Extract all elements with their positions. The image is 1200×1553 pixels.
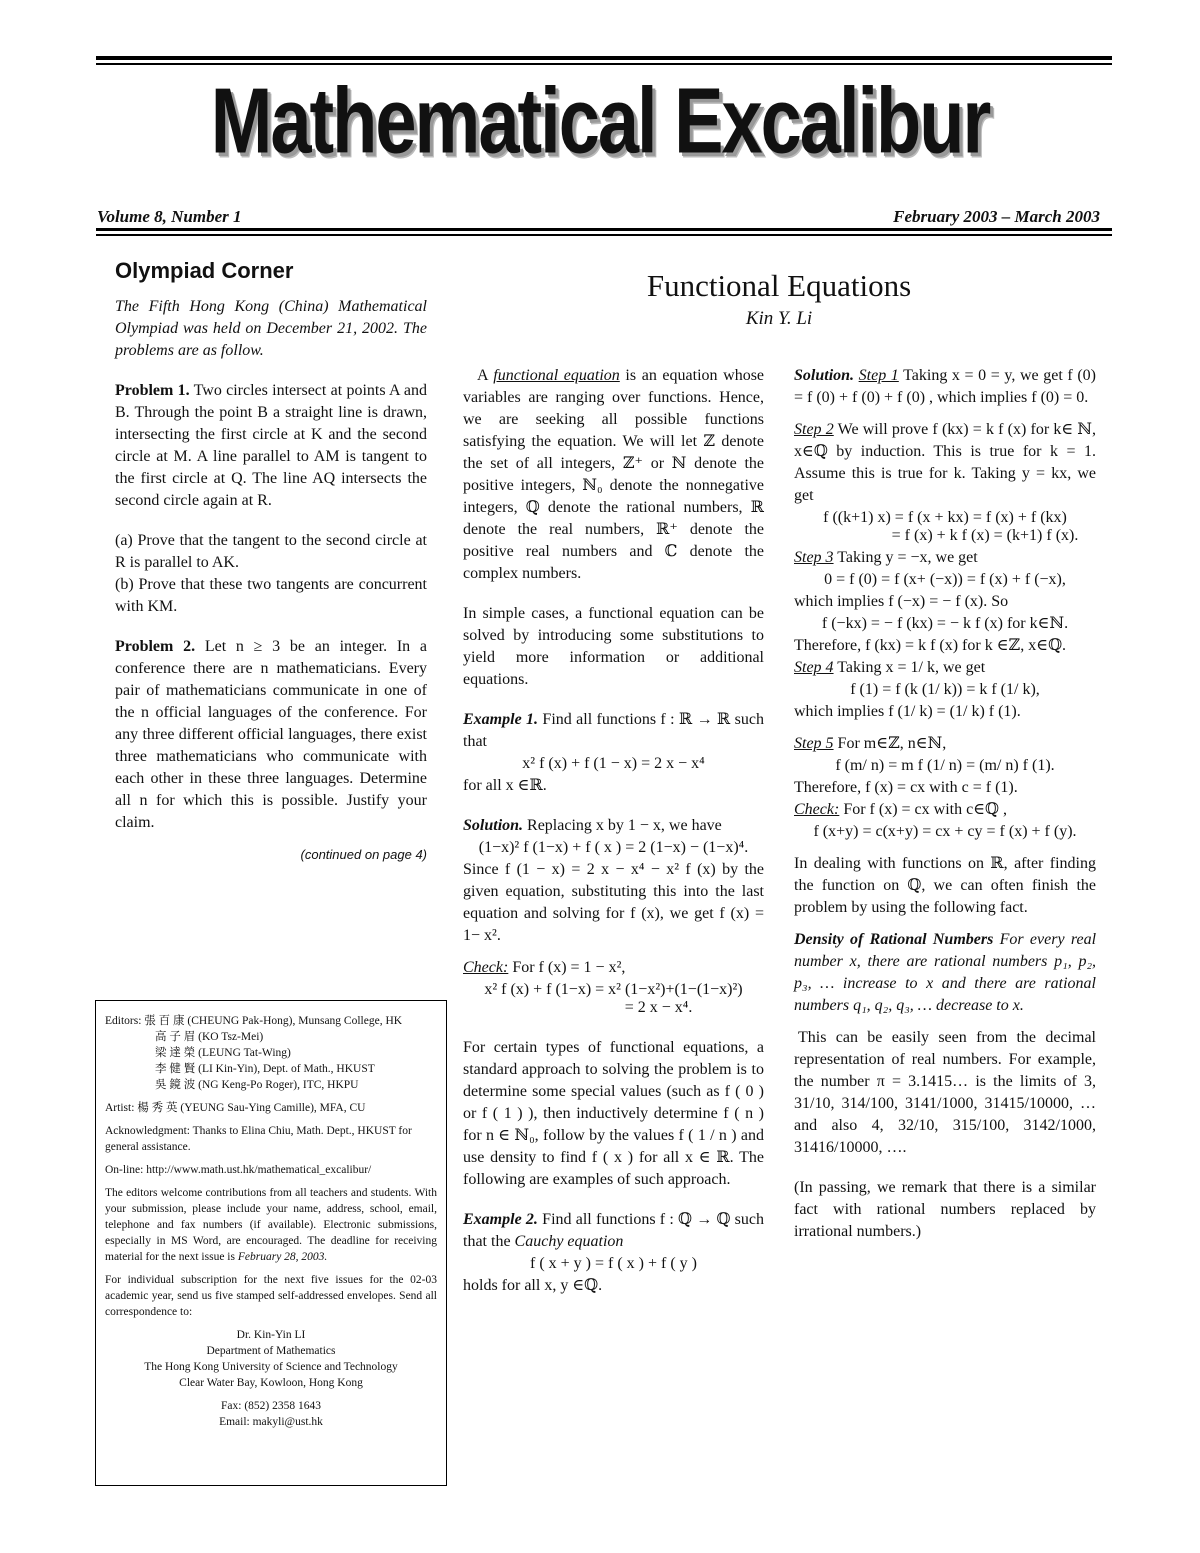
problem-1a: (a) Prove that the tangent to the second circle at R is parallel to AK. <box>115 532 427 571</box>
editor-3: 梁 達 榮 (LEUNG Tat-Wing) <box>155 1047 291 1059</box>
email-address[interactable]: Email: makyli@ust.hk <box>219 1416 323 1428</box>
solution-2-label: Solution. <box>794 367 855 384</box>
dealing-reals: In dealing with functions on ℝ, after finding the function on ℚ, we can often finish the problem by using the following fact. <box>794 855 1096 916</box>
step-3-text: Taking y = −x, we get <box>837 549 978 566</box>
step-5-text: For m∈ℤ, n∈ℕ, <box>837 735 947 752</box>
solution-1-text: Replacing x by 1 − x, we have <box>527 817 722 834</box>
step-4-implies: which implies f (1/ k) = (1/ k) f (1). <box>794 703 1021 720</box>
subscription-note: For individual subscription for the next five issues for the 02-03 academic year, send us five stamped self-addressed envelopes. Send all correspondence to: <box>105 1274 437 1318</box>
check-1-equation-1: x² f (x) + f (1−x) = x² (1−x²)+(1−(1−x)²) <box>484 981 743 998</box>
intro-body: is an equation whose variables are ranging over functions. Hence, we are seeking all possible functions satisfying the equation. We will let ℤ denote the set of all integers, ℤ⁺ or ℕ denote the positive integers, ℕ₀ denote the nonnegative integers, ℚ denote the rational numbers, ℝ denote the real numbers, ℝ⁺ denote the positive real numbers and ℂ denote the complex numbers. <box>463 367 765 582</box>
cauchy-term: Cauchy equation <box>514 1233 624 1250</box>
standard-approach: For certain types of functional equations, a standard approach to solving the problem is to determine some special values (such as f ( 0 ) or f ( 1 ) ), then inductively determine f ( n ) for n ∈ ℕ₀, follow by the values f ( 1 / n ) and use density to find f ( x ) for all x ∈ ℝ. The following are examples of such approach. <box>463 1039 764 1188</box>
step-4-label: Step 4 <box>794 659 834 676</box>
step-3-equation: 0 = f (0) = f (x+ (−x)) = f (x) + f (−x), <box>824 571 1066 588</box>
article-column-left <box>463 365 764 1297</box>
volume-number: Volume 8, Number 1 <box>97 207 242 226</box>
top-rule-thick <box>96 56 1112 60</box>
check-1 <box>463 957 764 979</box>
step-3-implies: which implies f (−x) = − f (x). So <box>794 593 1009 610</box>
artist-credit: Artist: 楊 秀 英 (YEUNG Sau-Ying Camille), MFA, CU <box>105 1102 366 1114</box>
acknowledgment: Acknowledgment: Thanks to Elina Chiu, Math. Dept., HKUST for general assistance. <box>105 1125 412 1153</box>
intro-a: A <box>477 367 488 384</box>
step-4-equation: f (1) = f (k (1/ k)) = k f (1/ k), <box>850 681 1040 698</box>
step-1-text: Taking x = 0 = y, we get f (0) = f (0) + f (0) + f (0) , which implies f (0) = 0. <box>794 367 1096 406</box>
olympiad-corner-column <box>115 260 427 866</box>
problem-1b: (b) Prove that these two tangents are concurrent with KM. <box>115 576 427 615</box>
issue-date: February 2003 – March 2003 <box>893 207 1100 226</box>
problem-2-label: Problem 2. <box>115 638 196 655</box>
header-rule-thick <box>96 228 1112 231</box>
step-3 <box>794 547 1096 569</box>
editor-5: 吳 鏡 波 (NG Keng-Po Roger), ITC, HKPU <box>155 1079 359 1091</box>
step-4-text: Taking x = 1/ k, we get <box>837 659 986 676</box>
editors-box <box>95 1000 447 1486</box>
problem-1-text: Two circles intersect at points A and B. Through the point B a straight line is drawn, intersecting the first circle at K and the second circle at M. A line parallel to AM is tangent to the first circle at Q. The line AQ intersects the second circle again at R. <box>115 382 428 509</box>
check-1-label: Check: <box>463 959 509 976</box>
solution-1-label: Solution. <box>463 817 524 834</box>
editor-1: Editors: 張 百 康 (CHEUNG Pak-Hong), Munsang College, HK <box>105 1015 403 1027</box>
example-1-equation: x² f (x) + f (1 − x) = 2 x − x⁴ <box>522 755 705 772</box>
contribution-note <box>105 1185 437 1265</box>
problem-2 <box>115 636 427 834</box>
fax-number: Fax: (852) 2358 1643 <box>221 1400 321 1412</box>
step-2-equation-1: f ((k+1) x) = f (x + kx) = f (x) + f (kx) <box>823 509 1067 526</box>
online-link[interactable]: On-line: http://www.math.ust.hk/mathematical_excalibur/ <box>105 1164 372 1176</box>
step-2-text: We will prove f (kx) = k f (x) for k∈ ℕ, x∈ℚ by induction. This is true for k = 1. Assume this is true for k. Taking y = kx, we get <box>794 421 1097 504</box>
example-2-equation: f ( x + y ) = f ( x ) + f ( y ) <box>529 1255 698 1272</box>
density-label: Density of Rational Numbers <box>794 931 994 948</box>
check-2 <box>794 799 1096 821</box>
step-3-label: Step 3 <box>794 549 834 566</box>
solution-1 <box>463 815 764 837</box>
step-1 <box>794 365 1096 409</box>
deadline: February 28, 2003. <box>237 1251 328 1263</box>
masthead-title: Mathematical Excalibur <box>210 68 990 173</box>
decimal-representation: This can be easily seen from the decimal representation of real numbers. For example, the number π = 3.1415… is the limits of 3, 31/10, 314/100, 3141/1000, 31415/10000, … and also 4, 32/10, 315/100, 3142/1000, 31416/10000, …. <box>794 1029 1096 1156</box>
check-2-label: Check: <box>794 801 840 818</box>
problem-1-label: Problem 1. <box>115 382 190 399</box>
step-2-equation-2: = f (x) + k f (x) = (k+1) f (x). <box>891 527 1079 544</box>
solution-1-equation: (1−x)² f (1−x) + f ( x ) = 2 (1−x) − (1−x)⁴. <box>478 839 749 856</box>
olympiad-corner-title: Olympiad Corner <box>115 258 294 283</box>
step-5-equation: f (m/ n) = m f (1/ n) = (m/ n) f (1). <box>835 757 1055 774</box>
address-line-1: Dr. Kin-Yin LI <box>236 1329 306 1341</box>
simple-cases: In simple cases, a functional equation can be solved by introducing some substitutions to yield more information or additional equations. <box>463 605 764 688</box>
address-line-4: Clear Water Bay, Kowloon, Hong Kong <box>179 1377 363 1389</box>
top-rule-thin <box>96 63 1112 65</box>
continued-note: (continued on page 4) <box>300 847 427 862</box>
example-1 <box>463 709 764 753</box>
editor-4: 李 健 賢 (LI Kin-Yin), Dept. of Math., HKUST <box>155 1063 375 1075</box>
check-1-text: For f (x) = 1 − x², <box>512 959 626 976</box>
article-column-right <box>794 365 1096 1243</box>
passing-remark: (In passing, we remark that there is a similar fact with rational numbers replaced by irrational numbers.) <box>794 1179 1096 1240</box>
step-5-label: Step 5 <box>794 735 834 752</box>
step-3-therefore: Therefore, f (kx) = k f (x) for k ∈ℤ, x∈ℚ. <box>794 637 1067 654</box>
check-2-equation: f (x+y) = c(x+y) = cx + cy = f (x) + f (y). <box>813 823 1077 840</box>
olympiad-intro: The Fifth Hong Kong (China) Mathematical Olympiad was held on December 21, 2002. The problems are as follow. <box>115 298 427 359</box>
density-text: For every real number x, there are rational numbers p₁, p₂, p₃, … increase to x and there are rational numbers q₁, q₂, q₃, … decrease to x. <box>794 931 1097 1014</box>
example-1-domain: for all x ∈ℝ. <box>463 777 547 794</box>
step-4 <box>794 657 1096 679</box>
problem-2-text: Let n ≥ 3 be an integer. In a conference there are n mathematicians. Every pair of mathematicians communicate in one of the n official languages of the conference. For any three different official languages, there exist three mathematicians who communicate with each other in these three languages. Determine all n for which this is possible. Justify your claim. <box>115 638 428 831</box>
intro-term: functional equation <box>493 367 620 384</box>
article-intro <box>463 365 764 585</box>
density-fact <box>794 929 1096 1017</box>
check-1-equation-2: = 2 x − x⁴. <box>624 999 693 1016</box>
check-2-text: For f (x) = cx with c∈ℚ , <box>843 801 1007 818</box>
step-1-label: Step 1 <box>858 367 899 384</box>
example-2-domain: holds for all x, y ∈ℚ. <box>463 1277 603 1294</box>
header-rule-thin <box>96 234 1112 236</box>
step-2 <box>794 419 1096 507</box>
editor-2: 高 子 眉 (KO Tsz-Mei) <box>155 1031 264 1043</box>
example-2-text: Find all functions f : ℚ → ℚ such that the <box>463 1211 765 1250</box>
contribution-text: The editors welcome contributions from all teachers and students. With your submission, please include your name, address, school, email, telephone and fax numbers (if available). Electronic submissions, especially in MS Word, are encouraged. The deadline for receiving material for the next issue is <box>105 1187 437 1263</box>
article-title: Functional Equations <box>646 268 912 303</box>
step-2-label: Step 2 <box>794 421 834 438</box>
article-author: Kin Y. Li <box>745 308 813 329</box>
problem-1 <box>115 380 427 512</box>
address-line-3: The Hong Kong University of Science and Technology <box>144 1361 398 1373</box>
example-1-text: Find all functions f : ℝ → ℝ such that <box>463 711 764 750</box>
example-2-label: Example 2. <box>463 1211 538 1228</box>
step-3-equation-2: f (−kx) = − f (kx) = − k f (x) for k∈ℕ. <box>821 615 1069 632</box>
step-5 <box>794 733 1096 755</box>
step-5-therefore: Therefore, f (x) = cx with c = f (1). <box>794 779 1018 796</box>
address-line-2: Department of Mathematics <box>206 1345 336 1357</box>
example-1-label: Example 1. <box>463 711 539 728</box>
example-2 <box>463 1209 764 1253</box>
solution-1-continued: Since f (1 − x) = 2 x − x⁴ − x² f (x) by the given equation, substituting this into the last equation and solving for f (x), we get f (x) = 1− x². <box>463 861 764 944</box>
